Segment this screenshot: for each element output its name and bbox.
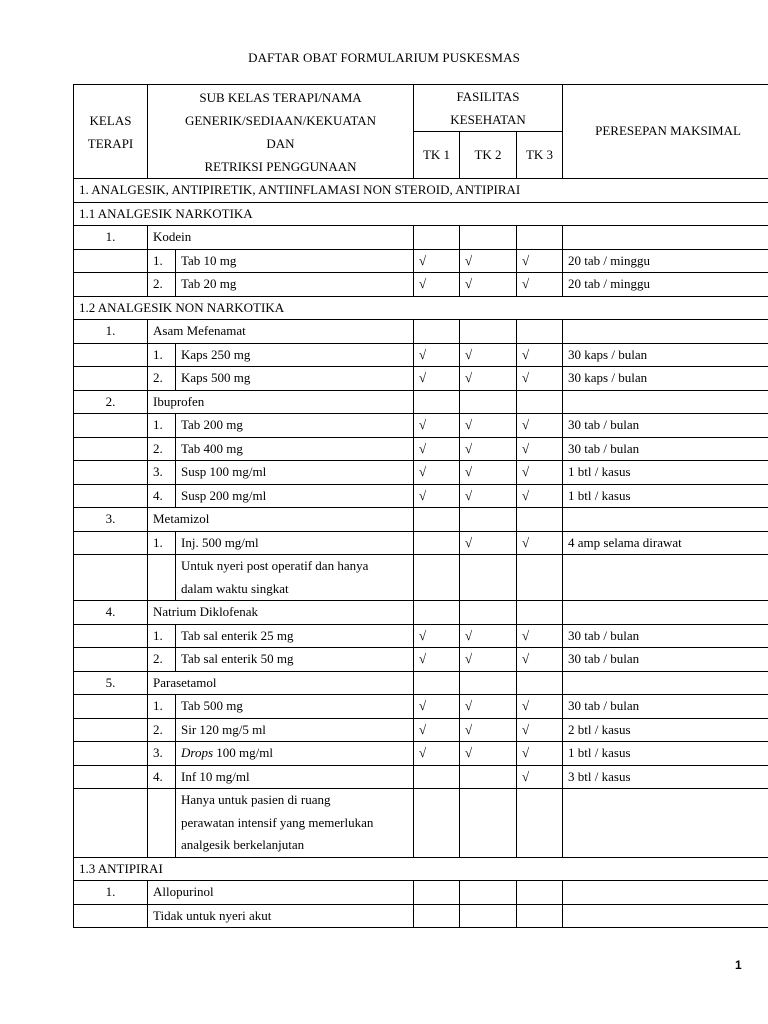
max-prescription: 3 btl / kasus — [563, 765, 768, 789]
kelas-cell — [74, 648, 148, 672]
restriction-note — [176, 789, 414, 858]
max-cell — [563, 555, 768, 601]
preparation-row — [74, 531, 768, 555]
drug-number: 5. — [74, 671, 148, 695]
tk3-cell — [517, 226, 563, 250]
prep-number — [148, 555, 176, 601]
max-prescription: 30 tab / bulan — [563, 695, 768, 719]
header-kelas-line2: TERAPI — [87, 135, 134, 151]
tk3-check: √ — [517, 437, 563, 461]
tk3-check: √ — [517, 648, 563, 672]
tk2-check: √ — [460, 648, 517, 672]
prep-number: 4. — [148, 484, 176, 508]
prep-name: Tab sal enterik 50 mg — [176, 648, 414, 672]
restriction-note — [176, 555, 414, 601]
prep-number: 2. — [148, 367, 176, 391]
drug-note: Tidak untuk nyeri akut — [148, 904, 414, 928]
page-title: DAFTAR OBAT FORMULARIUM PUSKESMAS — [248, 50, 520, 65]
tk2-check: √ — [460, 367, 517, 391]
tk2-check: √ — [460, 695, 517, 719]
max-prescription: 2 btl / kasus — [563, 718, 768, 742]
tk1-cell — [414, 555, 460, 601]
preparation-row — [74, 695, 768, 719]
prep-number: 2. — [148, 718, 176, 742]
tk3-cell — [517, 789, 563, 858]
tk3-cell — [517, 671, 563, 695]
tk2-cell — [460, 555, 517, 601]
max-cell — [563, 320, 768, 344]
preparation-row — [74, 624, 768, 648]
tk2-check: √ — [460, 343, 517, 367]
header-kelas-terapi — [74, 85, 148, 179]
prep-number: 2. — [148, 273, 176, 297]
prep-name: Kaps 500 mg — [176, 367, 414, 391]
max-prescription: 30 tab / bulan — [563, 414, 768, 438]
drug-name: Parasetamol — [148, 671, 414, 695]
drug-row — [74, 601, 768, 625]
header-tk2: TK 2 — [460, 132, 517, 179]
tk1-cell — [414, 789, 460, 858]
tk1-cell — [414, 904, 460, 928]
preparation-row — [74, 367, 768, 391]
tk3-cell — [517, 881, 563, 905]
max-prescription: 1 btl / kasus — [563, 742, 768, 766]
tk1-cell — [414, 601, 460, 625]
preparation-row — [74, 484, 768, 508]
tk1-cell — [414, 508, 460, 532]
restriction-note-row — [74, 555, 768, 601]
tk2-check: √ — [460, 718, 517, 742]
tk3-check: √ — [517, 718, 563, 742]
max-prescription: 30 tab / bulan — [563, 624, 768, 648]
tk2-check: √ — [460, 531, 517, 555]
drug-number: 2. — [74, 390, 148, 414]
tk2-cell — [460, 320, 517, 344]
tk2-check: √ — [460, 742, 517, 766]
max-cell — [563, 789, 768, 858]
header-kelas-line1: KELAS — [89, 112, 132, 128]
tk1-check: √ — [414, 273, 460, 297]
tk1-check: √ — [414, 624, 460, 648]
prep-name: Kaps 250 mg — [176, 343, 414, 367]
tk3-check: √ — [517, 273, 563, 297]
tk3-check: √ — [517, 461, 563, 485]
tk3-cell — [517, 320, 563, 344]
tk2-cell — [460, 508, 517, 532]
header-fasilitas-line2: KESEHATAN — [450, 112, 526, 127]
section-row — [74, 296, 768, 320]
drug-name: Ibuprofen — [148, 390, 414, 414]
kelas-cell — [74, 718, 148, 742]
prep-number: 1. — [148, 695, 176, 719]
max-cell — [563, 508, 768, 532]
drug-name: Asam Mefenamat — [148, 320, 414, 344]
page-number: 1 — [735, 958, 742, 972]
max-prescription: 1 btl / kasus — [563, 461, 768, 485]
section-title: 1.1 ANALGESIK NARKOTIKA — [74, 202, 768, 226]
tk1-check — [414, 531, 460, 555]
tk1-check: √ — [414, 343, 460, 367]
section-title: 1.3 ANTIPIRAI — [74, 857, 768, 881]
max-prescription: 30 tab / bulan — [563, 648, 768, 672]
drug-row — [74, 226, 768, 250]
kelas-cell — [74, 531, 148, 555]
tk3-check: √ — [517, 367, 563, 391]
max-cell — [563, 601, 768, 625]
max-prescription: 30 kaps / bulan — [563, 343, 768, 367]
tk1-cell — [414, 320, 460, 344]
header-tk3: TK 3 — [517, 132, 563, 179]
tk1-cell — [414, 390, 460, 414]
section-row — [74, 202, 768, 226]
tk3-cell — [517, 390, 563, 414]
prep-name: Tab 20 mg — [176, 273, 414, 297]
preparation-row — [74, 343, 768, 367]
kelas-cell — [74, 343, 148, 367]
restriction-note-line: analgesik berkelanjutan — [181, 837, 305, 852]
drug-name: Metamizol — [148, 508, 414, 532]
drug-row — [74, 320, 768, 344]
prep-number: 2. — [148, 437, 176, 461]
header-row — [74, 85, 768, 132]
preparation-row — [74, 414, 768, 438]
section-title: 1.2 ANALGESIK NON NARKOTIKA — [74, 296, 768, 320]
tk1-check: √ — [414, 742, 460, 766]
max-prescription: 20 tab / minggu — [563, 249, 768, 273]
tk1-cell — [414, 226, 460, 250]
drug-row — [74, 881, 768, 905]
tk2-cell — [460, 789, 517, 858]
kelas-cell — [74, 367, 148, 391]
header-fasilitas-line1: FASILITAS — [456, 89, 520, 104]
tk3-check: √ — [517, 765, 563, 789]
max-cell — [563, 226, 768, 250]
formulary-table — [73, 84, 768, 928]
tk2-check: √ — [460, 484, 517, 508]
prep-name: Inf 10 mg/ml — [176, 765, 414, 789]
tk2-cell — [460, 881, 517, 905]
tk1-check: √ — [414, 437, 460, 461]
kelas-cell — [74, 695, 148, 719]
tk3-check: √ — [517, 249, 563, 273]
kelas-cell — [74, 273, 148, 297]
restriction-note-line: Untuk nyeri post operatif dan hanya — [181, 558, 369, 573]
restriction-note-row — [74, 789, 768, 858]
prep-name: Tab 200 mg — [176, 414, 414, 438]
prep-name: Tab sal enterik 25 mg — [176, 624, 414, 648]
tk3-cell — [517, 904, 563, 928]
prep-name: Inj. 500 mg/ml — [176, 531, 414, 555]
prep-name: Tab 10 mg — [176, 249, 414, 273]
max-prescription: 30 tab / bulan — [563, 437, 768, 461]
preparation-row — [74, 273, 768, 297]
preparation-row — [74, 765, 768, 789]
header-sub-line3: DAN — [266, 135, 295, 151]
prep-number: 2. — [148, 648, 176, 672]
kelas-cell — [74, 904, 148, 928]
drug-number: 1. — [74, 226, 148, 250]
kelas-cell — [74, 765, 148, 789]
tk2-cell — [460, 671, 517, 695]
max-cell — [563, 390, 768, 414]
max-cell — [563, 904, 768, 928]
kelas-cell — [74, 437, 148, 461]
tk3-check: √ — [517, 624, 563, 648]
tk1-check: √ — [414, 414, 460, 438]
tk2-cell — [460, 390, 517, 414]
drug-row — [74, 390, 768, 414]
preparation-row — [74, 742, 768, 766]
tk3-check: √ — [517, 695, 563, 719]
preparation-row — [74, 461, 768, 485]
tk1-cell — [414, 881, 460, 905]
drug-name: Kodein — [148, 226, 414, 250]
tk2-check: √ — [460, 461, 517, 485]
prep-name — [176, 742, 414, 766]
drug-number: 1. — [74, 881, 148, 905]
prep-name-rest: 100 mg/ml — [213, 745, 273, 760]
kelas-cell — [74, 414, 148, 438]
prep-number — [148, 789, 176, 858]
drug-name: Natrium Diklofenak — [148, 601, 414, 625]
kelas-cell — [74, 624, 148, 648]
tk1-cell — [414, 671, 460, 695]
max-cell — [563, 881, 768, 905]
tk3-check: √ — [517, 414, 563, 438]
restriction-note-line: perawatan intensif yang memerlukan — [181, 814, 374, 830]
tk2-check: √ — [460, 414, 517, 438]
prep-number: 4. — [148, 765, 176, 789]
tk2-check: √ — [460, 437, 517, 461]
header-sub-line2: GENERIK/SEDIAAN/KEKUATAN — [184, 112, 377, 128]
tk3-cell — [517, 555, 563, 601]
prep-name: Tab 500 mg — [176, 695, 414, 719]
tk2-cell — [460, 226, 517, 250]
prep-name: Sir 120 mg/5 ml — [176, 718, 414, 742]
tk1-check: √ — [414, 695, 460, 719]
tk3-cell — [517, 508, 563, 532]
prep-number: 1. — [148, 531, 176, 555]
tk3-cell — [517, 601, 563, 625]
drug-row — [74, 508, 768, 532]
header-tk1: TK 1 — [414, 132, 460, 179]
prep-number: 1. — [148, 624, 176, 648]
tk1-check: √ — [414, 648, 460, 672]
tk2-check: √ — [460, 273, 517, 297]
kelas-cell — [74, 484, 148, 508]
tk2-check: √ — [460, 624, 517, 648]
drug-number: 1. — [74, 320, 148, 344]
prep-number: 1. — [148, 343, 176, 367]
tk1-check: √ — [414, 461, 460, 485]
tk3-check: √ — [517, 531, 563, 555]
restriction-note-line: dalam waktu singkat — [181, 580, 289, 596]
header-sub-line4: RETRIKSI PENGGUNAAN — [204, 158, 357, 174]
tk3-check: √ — [517, 343, 563, 367]
prep-number: 1. — [148, 249, 176, 273]
tk3-check: √ — [517, 484, 563, 508]
prep-number: 3. — [148, 461, 176, 485]
header-sub-kelas — [148, 85, 414, 179]
restriction-note-line: Hanya untuk pasien di ruang — [181, 792, 331, 807]
max-prescription: 1 btl / kasus — [563, 484, 768, 508]
kelas-cell — [74, 555, 148, 601]
kelas-cell — [74, 461, 148, 485]
prep-name: Susp 200 mg/ml — [176, 484, 414, 508]
drug-number: 3. — [74, 508, 148, 532]
max-prescription: 20 tab / minggu — [563, 273, 768, 297]
drug-name: Allopurinol — [148, 881, 414, 905]
max-cell — [563, 671, 768, 695]
prep-number: 3. — [148, 742, 176, 766]
tk2-cell — [460, 601, 517, 625]
section-row — [74, 179, 768, 203]
tk2-check: √ — [460, 249, 517, 273]
drug-note-row — [74, 904, 768, 928]
tk2-check — [460, 765, 517, 789]
tk1-check: √ — [414, 718, 460, 742]
section-row — [74, 857, 768, 881]
tk1-check: √ — [414, 249, 460, 273]
tk1-check: √ — [414, 367, 460, 391]
prep-name: Tab 400 mg — [176, 437, 414, 461]
kelas-cell — [74, 249, 148, 273]
header-sub-line1: SUB KELAS TERAPI/NAMA — [199, 89, 362, 105]
header-peresepan: PERESEPAN MAKSIMAL — [563, 85, 768, 179]
tk2-cell — [460, 904, 517, 928]
kelas-cell — [74, 742, 148, 766]
prep-name-italic: Drops — [181, 745, 214, 760]
drug-number: 4. — [74, 601, 148, 625]
max-prescription: 30 kaps / bulan — [563, 367, 768, 391]
max-prescription: 4 amp selama dirawat — [563, 531, 768, 555]
preparation-row — [74, 718, 768, 742]
kelas-cell — [74, 789, 148, 858]
preparation-row — [74, 648, 768, 672]
drug-row — [74, 671, 768, 695]
header-fasilitas — [414, 85, 563, 132]
table-body — [74, 85, 768, 928]
prep-name: Susp 100 mg/ml — [176, 461, 414, 485]
tk1-check: √ — [414, 484, 460, 508]
tk1-check — [414, 765, 460, 789]
tk3-check: √ — [517, 742, 563, 766]
preparation-row — [74, 249, 768, 273]
section-title: 1. ANALGESIK, ANTIPIRETIK, ANTIINFLAMASI NON STEROID, ANTIPIRAI — [74, 179, 768, 203]
prep-number: 1. — [148, 414, 176, 438]
preparation-row — [74, 437, 768, 461]
